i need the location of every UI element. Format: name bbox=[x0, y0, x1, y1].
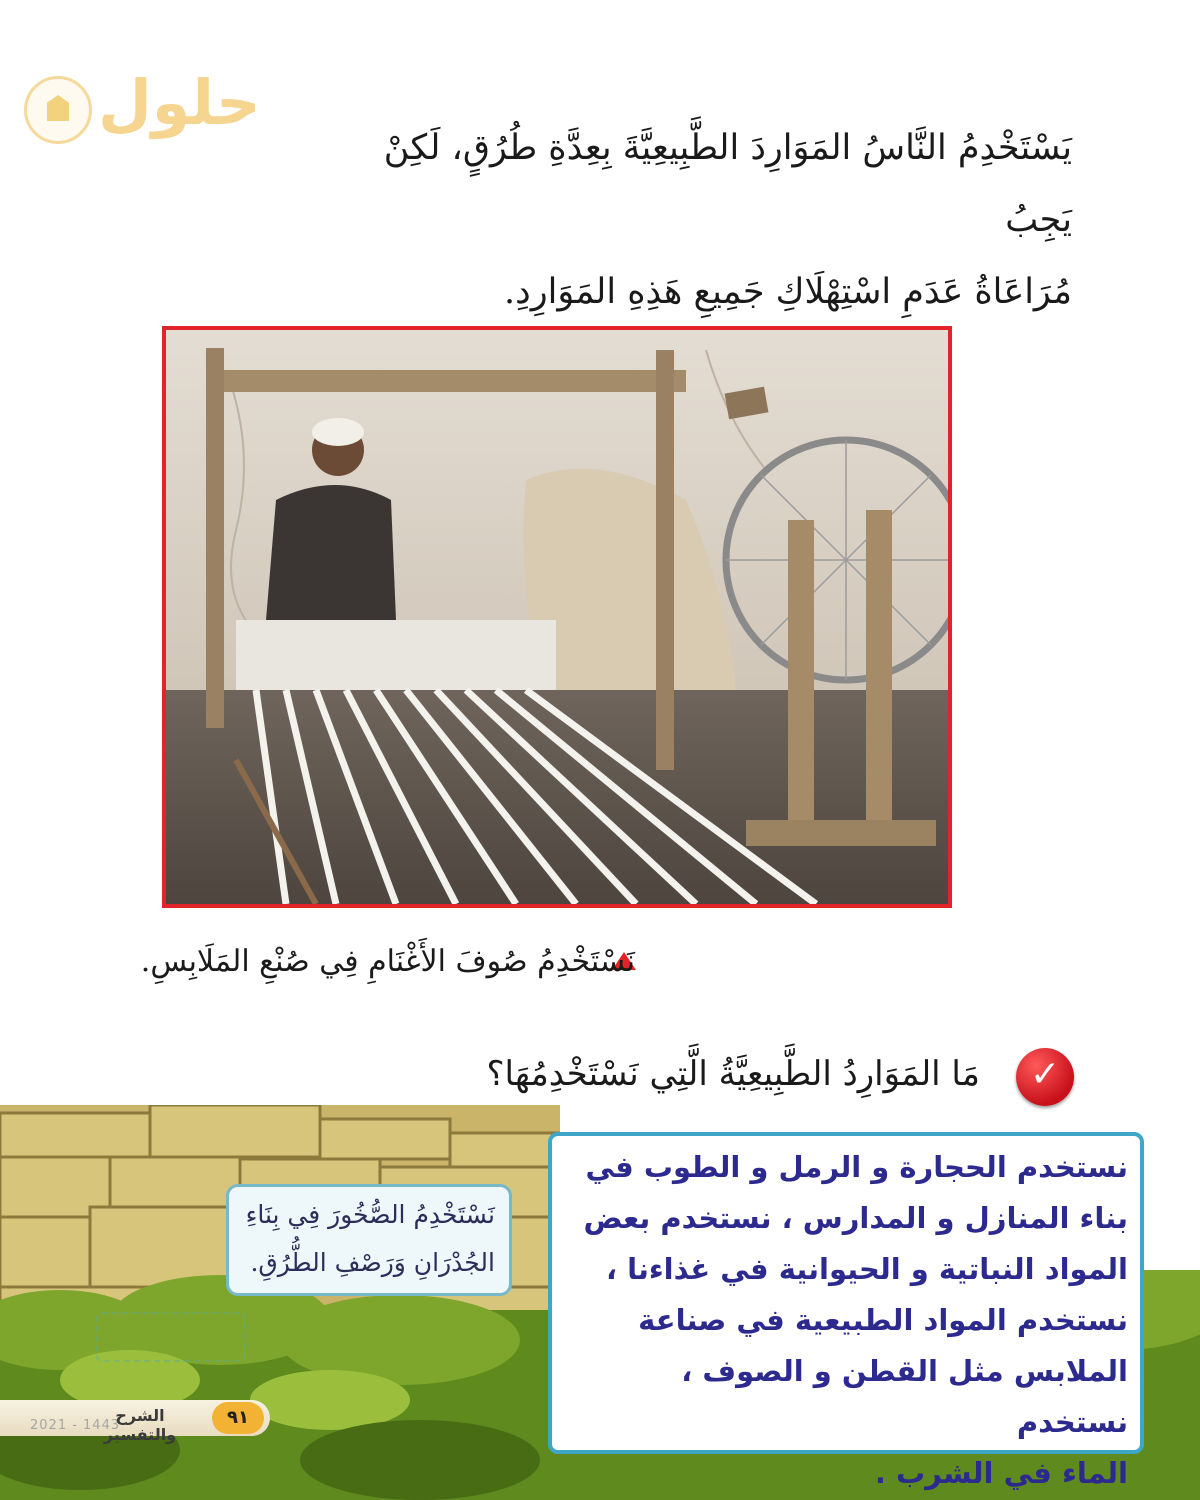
answer-line: المواد النباتية و الحيوانية في غذاءنا ، bbox=[605, 1252, 1128, 1286]
answer-line: نستخدم المواد الطبيعية في صناعة bbox=[638, 1303, 1128, 1337]
answer-box bbox=[548, 1132, 1144, 1490]
note-box bbox=[226, 1184, 512, 1296]
answer-line: نستخدم الحجارة و الرمل و الطوب في bbox=[585, 1150, 1128, 1184]
answer-line: بناء المنازل و المدارس ، نستخدم بعض bbox=[583, 1201, 1128, 1235]
note-line: نَسْتَخْدِمُ الصُّخُورَ فِي بِنَاءِ bbox=[245, 1200, 495, 1229]
intro-paragraph bbox=[312, 112, 1072, 328]
watermark-logo bbox=[24, 66, 261, 148]
weaving-loom-photo bbox=[162, 326, 952, 908]
review-question: مَا المَوَارِدُ الطَّبِيعِيَّةُ الَّتِي نَسْتَخْدِمُهَا؟ bbox=[486, 1054, 980, 1094]
photo-caption: نَسْتَخْدِمُ صُوفَ الأَغْنَامِ فِي صُنْعِ المَلَابِسِ. bbox=[140, 944, 635, 979]
note-line: الجُدْرَانِ وَرَصْفِ الطُّرُقِ. bbox=[250, 1248, 495, 1277]
section-label: الشرح والتفسير bbox=[103, 1406, 177, 1444]
intro-line: مُرَاعَاةُ عَدَمِ اسْتِهْلَاكِ جَمِيعِ هَذِهِ المَوَارِدِ. bbox=[504, 272, 1072, 312]
edition-mark: 2021 - 1443 bbox=[30, 1418, 121, 1433]
page-number: ٩١ bbox=[212, 1402, 264, 1434]
book-emblem-icon bbox=[24, 76, 92, 144]
watermark-brand-text: حلول bbox=[98, 66, 261, 139]
intro-line: يَسْتَخْدِمُ النَّاسُ المَوَارِدَ الطَّبِيعِيَّةَ بِعِدَّةِ طُرُقٍ، لَكِنْ يَجِبُ bbox=[383, 128, 1072, 240]
answer-line: الملابس مثل القطن و الصوف ، نستخدم bbox=[681, 1354, 1128, 1439]
check-mark-glyph: ✓ bbox=[1030, 1054, 1061, 1095]
answer-line: الماء في الشرب . bbox=[874, 1456, 1128, 1490]
loom-illustration bbox=[166, 330, 948, 904]
ministry-emblem-mark bbox=[96, 1312, 246, 1362]
